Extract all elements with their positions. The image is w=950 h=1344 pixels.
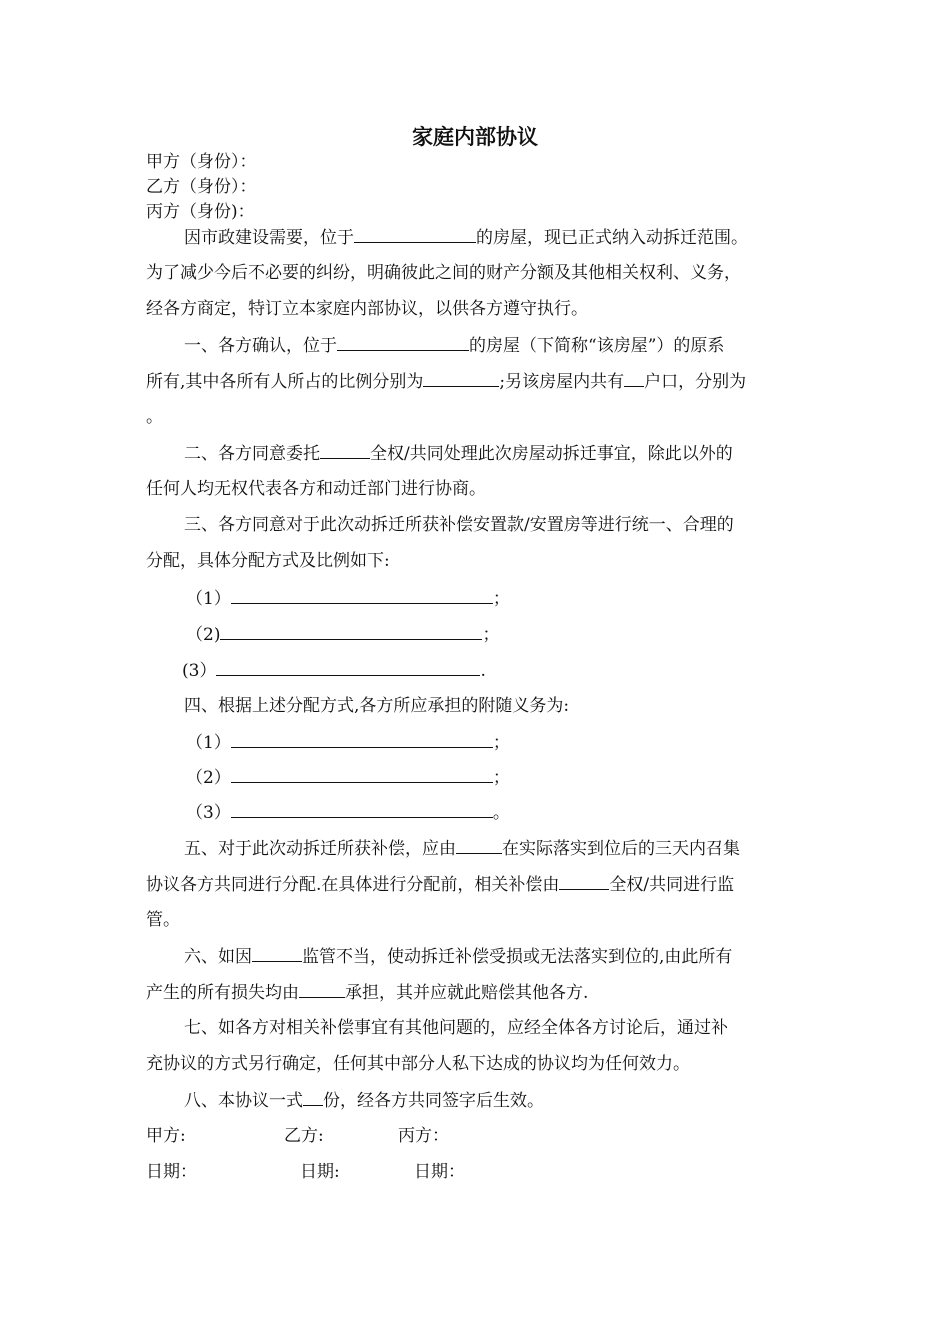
clause-8-line: 八、本协议一式 份，经各方共同签字后生效。 [184,1088,544,1113]
distribution-blank-1[interactable] [231,586,493,604]
clause-1-line-1: 一、各方确认，位于 的房屋（下简称“该房屋”）的原系 [184,333,724,358]
obligation-blank-3[interactable] [231,800,493,818]
address-blank[interactable] [354,225,476,243]
ownership-ratio-blank[interactable] [423,369,499,387]
party-a-line: 甲方（身份）： [146,152,257,172]
clause-3-line-1: 三、各方同意对于此次动拆迁所获补偿安置款/安置房等进行统一、合理的 [184,515,734,535]
clause-5-line-1: 五、对于此次动拆迁所获补偿，应由 在实际落实到位后的三天内召集 [184,836,740,861]
supervisor-blank[interactable] [252,944,302,962]
signature-party-c[interactable]: 丙方： [398,1126,449,1146]
date-party-c[interactable]: 日期： [414,1162,465,1182]
clause-4-line-1: 四、根据上述分配方式,各方所应承担的附随义务为: [184,696,570,716]
distribution-blank-3[interactable] [216,658,480,676]
clause-2-line-2: 任何人均无权代表各方和动迁部门进行协商。 [146,479,486,499]
convener-blank[interactable] [456,836,502,854]
clause-6-line-2: 产生的所有损失均由 承担，其并应就此赔偿其他各方. [146,980,588,1005]
clause-4-item: （3） 。 [186,800,510,825]
distribution-blank-2[interactable] [220,622,482,640]
obligation-blank-1[interactable] [231,730,493,748]
clause-7-line-1: 七、如各方对相关补偿事宜有其他问题的，应经全体各方讨论后，通过补 [184,1018,728,1038]
clause-3-item: （2) ； [186,622,499,647]
clause-1-line-3: 。 [146,407,163,427]
clause-4-item: （2） ； [186,765,510,790]
signature-party-b[interactable]: 乙方: [284,1126,324,1146]
intro-line-1: 因市政建设需要，位于 的房屋，现已正式纳入动拆迁范围。 [184,225,748,250]
clause-6-line-1: 六、如因 监管不当，使动拆迁补偿受损或无法落实到位的,由此所有 [184,944,732,969]
clause-2-line-1: 二、各方同意委托 全权/共同处理此次房屋动拆迁事宜，除此以外的 [184,441,733,466]
clause-1-line-2: 所有,其中各所有人所占的比例分别为 ;另该房屋内共有 户口，分别为 [146,369,746,394]
party-b-line: 乙方（身份）： [146,177,257,197]
signature-party-a[interactable]: 甲方: [146,1126,186,1146]
document-title: 家庭内部协议 [412,124,538,149]
obligation-blank-2[interactable] [231,765,493,783]
clause-4-item: （1） ； [186,730,510,755]
household-count-blank[interactable] [624,369,644,387]
intro-line-3: 经各方商定，特订立本家庭内部协议，以供各方遵守执行。 [146,299,588,319]
custodian-blank[interactable] [559,872,609,890]
clause-3-item: (3） . [182,658,486,683]
clause-3-item: （1） ； [186,586,510,611]
date-party-a[interactable]: 日期： [146,1162,197,1182]
date-party-b[interactable]: 日期: [300,1162,340,1182]
copies-blank[interactable] [303,1088,323,1106]
intro-line-2: 为了减少今后不必要的纠纷，明确彼此之间的财产分额及其他相关权利、义务， [146,263,741,283]
agent-blank[interactable] [320,441,370,459]
property-address-blank[interactable] [337,333,469,351]
clause-5-line-2: 协议各方共同进行分配.在具体进行分配前，相关补偿由 全权/共同进行监 [146,872,734,897]
clause-3-line-2: 分配，具体分配方式及比例如下: [146,551,390,571]
clause-5-line-3: 管。 [146,910,180,930]
clause-7-line-2: 充协议的方式另行确定，任何其中部分人私下达成的协议均为任何效力。 [146,1054,690,1074]
liable-party-blank[interactable] [299,980,345,998]
party-c-line: 丙方（身份)： [146,202,255,222]
